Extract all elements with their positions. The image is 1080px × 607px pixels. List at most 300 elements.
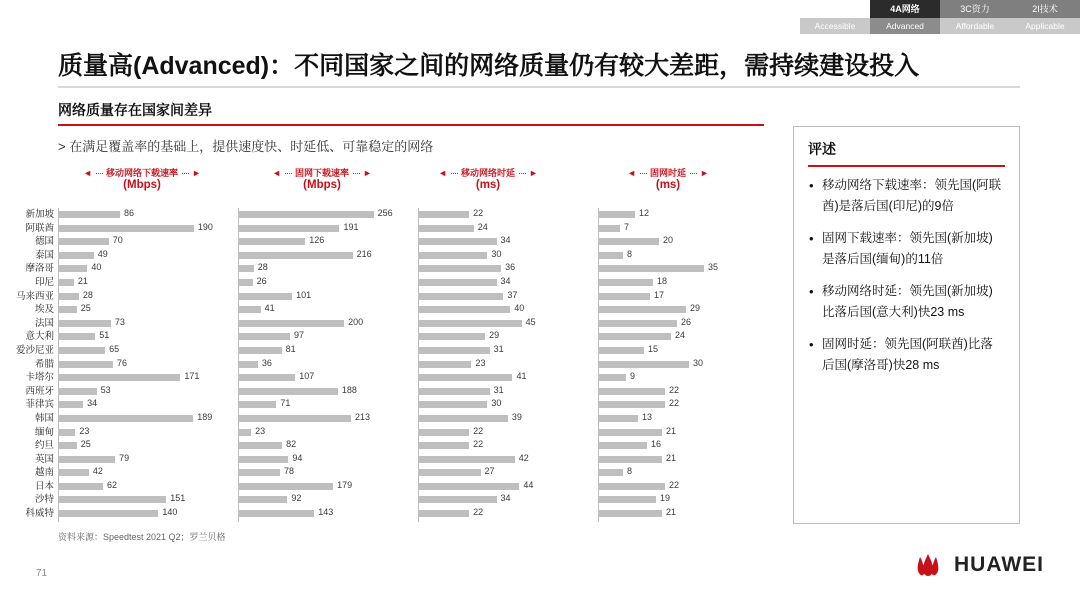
bar-value: 22 — [473, 208, 484, 218]
bar-row — [599, 290, 739, 304]
bar-value: 34 — [87, 398, 98, 409]
bar-row — [419, 439, 559, 453]
bar-value: 25 — [80, 439, 91, 450]
bar-value: 25 — [80, 303, 91, 314]
bar-row — [419, 317, 559, 331]
bar — [419, 347, 490, 354]
arrow-left-icon: ◄ — [272, 168, 281, 178]
bar-row — [599, 466, 739, 480]
bar-value: 49 — [97, 248, 108, 259]
category-label: 越南 — [34, 467, 54, 479]
comment-item: • 固网下载速率：领先国(新加坡)是落后国(缅甸)的11倍 — [822, 228, 1005, 270]
bar-value: 216 — [356, 248, 372, 259]
bar-value: 200 — [348, 316, 364, 327]
bar-value: 71 — [280, 398, 291, 409]
series-header — [58, 168, 226, 192]
arrow-right-icon: ► — [700, 168, 709, 178]
bar-row — [419, 303, 559, 317]
page-number: 71 — [36, 568, 48, 579]
bar-row — [239, 507, 407, 521]
category-label: 泰国 — [34, 249, 54, 261]
series-header-arrows: ◄ ···· 固网下载速率 ···· ► — [272, 168, 372, 178]
bar — [419, 401, 487, 408]
huawei-logo — [911, 552, 1044, 578]
top-tab-2[interactable] — [1010, 0, 1080, 18]
bar-row — [599, 398, 739, 412]
bar-value: 42 — [92, 466, 103, 477]
bar-row — [59, 385, 227, 399]
bar-value: 44 — [523, 479, 534, 490]
bar-value: 40 — [514, 303, 525, 314]
bar-row — [419, 208, 559, 222]
bar-row — [599, 276, 739, 290]
bar-value: 27 — [484, 466, 495, 477]
bar — [599, 361, 689, 368]
comment-title: 评述 — [808, 141, 836, 157]
bar-value: 30 — [693, 357, 704, 368]
series-unit-label: (ms) — [655, 179, 681, 191]
page-title: 质量高(Advanced)：不同国家之间的网络质量仍有较大差距，需持续建设投入 — [58, 52, 920, 80]
bar — [239, 333, 290, 340]
bar-value: 22 — [669, 479, 680, 490]
bar-value: 34 — [500, 235, 511, 246]
bar — [599, 238, 659, 245]
arrow-right-icon: ► — [529, 168, 538, 178]
bar — [239, 238, 305, 245]
bar — [599, 456, 662, 463]
bar — [59, 306, 77, 313]
sub-tab-1-label: Advanced — [886, 21, 924, 31]
sub-tab-accessible[interactable] — [800, 18, 870, 34]
category-label: 卡塔尔 — [25, 372, 54, 384]
sub-tab-applicable[interactable] — [1010, 18, 1080, 34]
bar — [599, 293, 650, 300]
bar-value: 36 — [505, 262, 516, 273]
series-header — [418, 168, 558, 192]
bar-value: 34 — [500, 493, 511, 504]
sub-tab-0-label: Accessible — [814, 21, 856, 31]
bar-row — [59, 303, 227, 317]
bar-value: 21 — [666, 452, 677, 463]
bar — [599, 374, 626, 381]
bar — [599, 211, 635, 218]
bar-value: 179 — [337, 479, 353, 490]
bar-row — [419, 398, 559, 412]
series-plot — [418, 208, 559, 522]
bar-row — [59, 249, 227, 263]
arrow-left-icon: ◄ — [83, 168, 92, 178]
bar-row — [59, 493, 227, 507]
bar-value: 65 — [109, 343, 120, 354]
bar-row — [59, 262, 227, 276]
category-label: 科威特 — [25, 508, 54, 520]
bar-value: 140 — [162, 507, 178, 518]
sub-tab-bar[interactable] — [800, 18, 1080, 34]
bar — [599, 306, 686, 313]
bar-row — [419, 358, 559, 372]
bar — [59, 333, 95, 340]
bar-row — [59, 480, 227, 494]
bar-row — [419, 385, 559, 399]
bar-row — [419, 453, 559, 467]
bar-value: 23 — [475, 357, 486, 368]
top-tab-bar[interactable] — [870, 0, 1080, 18]
bar-row — [599, 317, 739, 331]
bar-value: 190 — [197, 221, 213, 232]
bar-row — [599, 426, 739, 440]
arrow-right-icon: ► — [363, 168, 372, 178]
top-tab-0-label: 4A网络 — [890, 4, 920, 14]
bar — [59, 361, 113, 368]
chart-series-column — [238, 168, 406, 524]
bar-row — [419, 371, 559, 385]
bar-value: 51 — [99, 330, 110, 341]
bar — [599, 225, 620, 232]
bar-row — [239, 235, 407, 249]
bar-row — [239, 453, 407, 467]
logo-text: HUAWEI — [954, 553, 1044, 576]
bar-value: 8 — [627, 466, 633, 477]
bar-row — [419, 344, 559, 358]
bar-row — [419, 426, 559, 440]
category-label: 阿联酋 — [25, 222, 54, 234]
bar-row — [419, 290, 559, 304]
series-header-arrows: ◄ ···· 移动网络时延 ···· ► — [438, 168, 538, 178]
bar-row — [419, 466, 559, 480]
bar-value: 24 — [477, 221, 488, 232]
bar — [59, 320, 111, 327]
bar — [239, 306, 261, 313]
bar-row — [419, 235, 559, 249]
bar-value: 81 — [285, 343, 296, 354]
bar — [419, 333, 485, 340]
category-label: 法国 — [34, 317, 54, 329]
bar-value: 62 — [107, 479, 118, 490]
bar — [599, 252, 623, 259]
arrow-right-icon: ► — [192, 168, 201, 178]
bar — [59, 252, 94, 259]
bar — [239, 469, 280, 476]
bar — [419, 374, 512, 381]
bar-value: 213 — [355, 411, 371, 422]
chart-series-column — [58, 168, 226, 524]
sub-tab-2-label: Affordable — [955, 21, 995, 31]
bar-value: 17 — [654, 289, 665, 300]
category-labels — [0, 208, 54, 521]
title-divider — [58, 86, 1020, 88]
bar — [239, 496, 287, 503]
bar — [599, 469, 623, 476]
bar — [599, 483, 665, 490]
bar — [419, 469, 481, 476]
bar — [59, 238, 109, 245]
bar-value: 86 — [124, 208, 135, 218]
bar — [59, 293, 79, 300]
bar-value: 22 — [669, 398, 680, 409]
bar-row — [239, 208, 407, 222]
section-subtitle: 网络质量存在国家间差异 — [58, 102, 212, 118]
bar-row — [599, 235, 739, 249]
bar-value: 26 — [681, 316, 692, 327]
bar-value: 13 — [642, 411, 653, 422]
series-unit-label: (Mbps) — [123, 179, 161, 191]
category-label: 英国 — [34, 453, 54, 465]
bar-value: 7 — [624, 221, 630, 232]
bar — [239, 211, 374, 218]
bar — [599, 496, 656, 503]
bar-value: 30 — [491, 248, 502, 259]
bar — [599, 320, 677, 327]
bar-value: 97 — [294, 330, 305, 341]
bar-row — [59, 330, 227, 344]
bar-value: 8 — [627, 248, 633, 259]
category-label: 印尼 — [34, 276, 54, 288]
bar — [59, 442, 77, 449]
bar-value: 188 — [341, 384, 357, 395]
bar — [59, 265, 87, 272]
bar-value: 28 — [82, 289, 93, 300]
bar — [59, 483, 103, 490]
bar — [239, 279, 253, 286]
bar — [239, 401, 276, 408]
bar-row — [59, 412, 227, 426]
bar-row — [419, 249, 559, 263]
bar-row — [239, 303, 407, 317]
bar-row — [59, 358, 227, 372]
category-label: 约旦 — [34, 440, 54, 452]
lead-text: > 在满足覆盖率的基础上，提供速度快、时延低、可靠稳定的网络 — [58, 139, 434, 154]
bar-value: 82 — [286, 439, 297, 450]
bar-row — [419, 412, 559, 426]
bar-value: 22 — [473, 507, 484, 518]
bar-value: 15 — [648, 343, 659, 354]
category-label: 马来西亚 — [15, 290, 54, 302]
arrow-left-icon: ◄ — [438, 168, 447, 178]
bar — [419, 279, 497, 286]
sub-tab-advanced[interactable] — [870, 18, 940, 34]
subtitle-divider — [58, 124, 764, 126]
bar — [599, 333, 671, 340]
bar — [239, 456, 288, 463]
bar — [419, 456, 515, 463]
bar-row — [599, 453, 739, 467]
bar-value: 12 — [639, 208, 650, 218]
bar — [59, 510, 158, 517]
bar-value: 30 — [491, 398, 502, 409]
bar-row — [419, 480, 559, 494]
bar-value: 22 — [473, 439, 484, 450]
bar — [419, 265, 501, 272]
bar — [599, 265, 704, 272]
bar — [419, 320, 522, 327]
bar-value: 28 — [257, 262, 268, 273]
bar-value: 31 — [493, 343, 504, 354]
category-label: 爱沙尼亚 — [15, 344, 54, 356]
bar — [239, 265, 254, 272]
bar-value: 18 — [657, 275, 668, 286]
chart — [15, 168, 764, 524]
bar-row — [239, 249, 407, 263]
bar — [599, 429, 662, 436]
bar-value: 24 — [675, 330, 686, 341]
comment-item: • 固网时延：领先国(阿联酋)比落后国(摩洛哥)快28 ms — [822, 334, 1005, 376]
bar — [599, 388, 665, 395]
top-tab-1[interactable] — [940, 0, 1010, 18]
bar-row — [599, 385, 739, 399]
bar-row — [419, 330, 559, 344]
series-header-arrows: ◄ ···· 移动网络下载速率 ···· ► — [83, 168, 201, 178]
series-header-arrows: ◄ ···· 固网时延 ···· ► — [627, 168, 709, 178]
bar-row — [599, 493, 739, 507]
bar — [59, 401, 83, 408]
bar — [419, 252, 487, 259]
bar-row — [599, 439, 739, 453]
bar-value: 29 — [489, 330, 500, 341]
bar-value: 101 — [296, 289, 312, 300]
bar-row — [599, 208, 739, 222]
bar — [419, 429, 469, 436]
comment-panel — [793, 126, 1020, 524]
bar — [59, 469, 89, 476]
bar-value: 45 — [525, 316, 536, 327]
category-label: 西班牙 — [25, 385, 54, 397]
bar-row — [239, 439, 407, 453]
bar-row — [599, 222, 739, 236]
bar-row — [239, 412, 407, 426]
category-label: 德国 — [34, 236, 54, 248]
bar-row — [599, 412, 739, 426]
bar-value: 19 — [660, 493, 671, 504]
bar — [59, 374, 180, 381]
bar-value: 23 — [255, 425, 266, 436]
category-label: 摩洛哥 — [25, 263, 54, 275]
bar-value: 78 — [284, 466, 295, 477]
bar-row — [59, 222, 227, 236]
bar-value: 107 — [299, 371, 315, 382]
bar — [239, 293, 292, 300]
comment-item: • 移动网络下载速率：领先国(阿联酋)是落后国(印尼)的9倍 — [822, 175, 1005, 217]
category-label: 缅甸 — [34, 426, 54, 438]
bar-row — [239, 480, 407, 494]
bar-value: 29 — [690, 303, 701, 314]
series-plot — [238, 208, 407, 522]
bar — [419, 361, 471, 368]
bar-row — [239, 398, 407, 412]
bar-row — [59, 235, 227, 249]
sub-tab-3-label: Applicable — [1025, 21, 1065, 31]
comment-divider — [808, 165, 1005, 167]
bar — [59, 496, 166, 503]
bar-value: 171 — [184, 371, 200, 382]
bar — [239, 442, 282, 449]
category-label: 希腊 — [34, 358, 54, 370]
bar-row — [59, 208, 227, 222]
bar — [239, 483, 333, 490]
bar-value: 36 — [261, 357, 272, 368]
bar-row — [59, 439, 227, 453]
bar — [419, 483, 519, 490]
bar-value: 39 — [511, 411, 522, 422]
bar — [239, 388, 338, 395]
bar — [419, 211, 469, 218]
bar-row — [239, 330, 407, 344]
bar-row — [599, 344, 739, 358]
bar — [239, 429, 251, 436]
bar-row — [599, 358, 739, 372]
bar — [59, 211, 120, 218]
bar-value: 26 — [256, 275, 267, 286]
bar-value: 94 — [292, 452, 303, 463]
bar-value: 9 — [630, 371, 636, 382]
bar-value: 151 — [170, 493, 186, 504]
huawei-flower-icon — [911, 552, 945, 578]
bar-value: 23 — [79, 425, 90, 436]
bar-row — [239, 493, 407, 507]
bar — [59, 456, 115, 463]
bar-value: 70 — [112, 235, 123, 246]
bar — [239, 347, 282, 354]
top-tab-2-label: 2I技术 — [1032, 4, 1058, 14]
bar-value: 21 — [77, 275, 88, 286]
bar-value: 22 — [669, 384, 680, 395]
bar — [419, 238, 497, 245]
series-header — [238, 168, 406, 192]
bar-row — [599, 303, 739, 317]
sub-tab-affordable[interactable] — [940, 18, 1010, 34]
bar — [59, 225, 194, 232]
bar-row — [599, 330, 739, 344]
bar-row — [239, 358, 407, 372]
bar-value: 53 — [100, 384, 111, 395]
bar-value: 35 — [708, 262, 719, 273]
bar-value: 126 — [309, 235, 325, 246]
bar-row — [239, 344, 407, 358]
category-label: 新加坡 — [25, 209, 54, 220]
bar-row — [59, 398, 227, 412]
bar-row — [59, 466, 227, 480]
bar-value: 73 — [114, 316, 125, 327]
bar-row — [599, 249, 739, 263]
bar-value: 16 — [651, 439, 662, 450]
source-note: 资料来源：Speedtest 2021 Q2；罗兰贝格 — [58, 532, 226, 542]
bar-value: 79 — [119, 452, 130, 463]
bar-value: 21 — [666, 507, 677, 518]
bar-value: 256 — [377, 208, 393, 218]
bar-row — [59, 344, 227, 358]
bar-row — [239, 222, 407, 236]
bar — [239, 510, 314, 517]
bar-row — [599, 480, 739, 494]
bar — [419, 225, 474, 232]
bar-row — [419, 507, 559, 521]
category-label: 埃及 — [34, 304, 54, 316]
bar — [419, 293, 503, 300]
top-tab-0[interactable] — [870, 0, 940, 18]
bar — [599, 347, 644, 354]
bar-value: 76 — [116, 357, 127, 368]
bar-row — [239, 317, 407, 331]
bar — [239, 320, 344, 327]
bar-row — [599, 262, 739, 276]
bar-row — [239, 466, 407, 480]
bar-value: 40 — [91, 262, 102, 273]
series-header — [598, 168, 738, 192]
category-label: 菲律宾 — [25, 399, 54, 411]
bar-value: 143 — [318, 507, 334, 518]
bar-value: 21 — [666, 425, 677, 436]
bar-value: 37 — [507, 289, 518, 300]
bar — [239, 252, 353, 259]
